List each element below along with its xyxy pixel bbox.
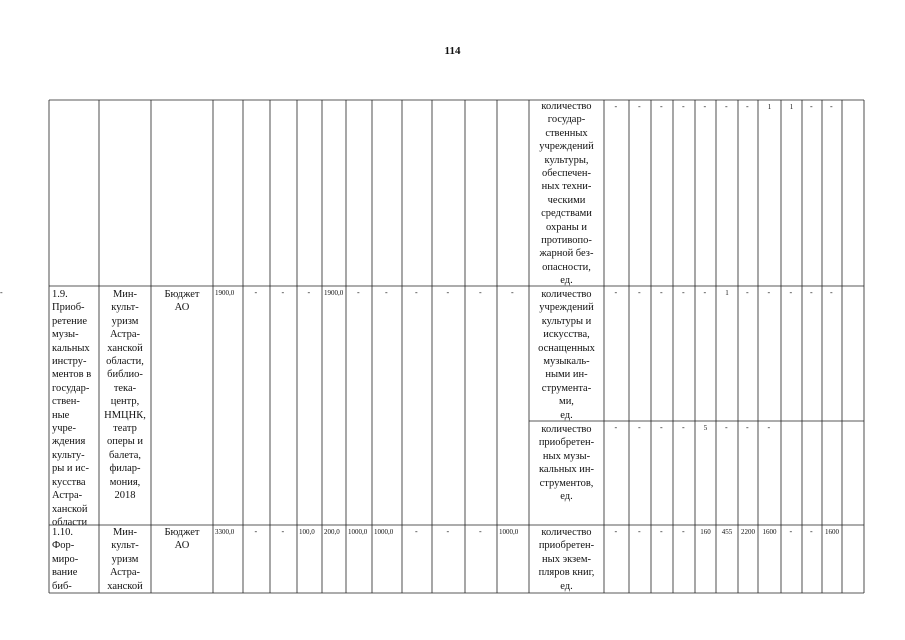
finance-value-cell: 1900,0	[324, 289, 344, 297]
finance-value-cell: -	[415, 527, 418, 536]
indicator-value-cell: -	[810, 527, 813, 536]
finance-value-cell: -	[479, 527, 482, 536]
indicator-value-cell: -	[725, 423, 728, 432]
indicator-value-cell: -	[682, 423, 685, 432]
indicator-value-cell: -	[614, 102, 618, 111]
indicator-value-cell: 1	[767, 103, 772, 111]
indicator-value-cell: -	[638, 288, 641, 297]
indicator-value-cell: -	[830, 288, 833, 297]
indicator-value-cell: -	[682, 102, 685, 111]
finance-value-cell: 1000,0	[374, 528, 394, 536]
finance-value-cell: -	[254, 288, 258, 297]
indicator-text: количество учреждений культуры и искусства, оснащенных музыкаль- ными ин- струмента- ми, ед.	[538, 289, 595, 421]
indicator-value-cell: -	[703, 102, 707, 111]
finance-value-cell: -	[281, 288, 285, 297]
indicator-value-cell: -	[614, 288, 618, 297]
indicator-value-cell: -	[810, 102, 813, 111]
finance-value-cell: 200,0	[324, 528, 340, 536]
indicator-value-cell: -	[725, 102, 728, 111]
indicator-value-cell: -	[703, 288, 707, 297]
indicator-value-cell: -	[638, 102, 641, 111]
indicator-value-cell: 5	[703, 424, 708, 432]
indicator-value-cell: -	[614, 423, 618, 432]
indicator-value-cell: -	[638, 423, 641, 432]
finance-value-cell: -	[307, 288, 311, 297]
indicator-value-cell: 455	[721, 528, 733, 536]
indicator-value-cell: -	[660, 527, 663, 536]
indicator-value-cell: -	[660, 423, 663, 432]
executor: Мин- культ- уризм Астра- ханской области, библио- тека- центр, НМЦНК, театр оперы и балета, филар- мония, 2018	[104, 289, 146, 502]
finance-value-cell: -	[0, 288, 3, 297]
indicator-value-cell: -	[767, 288, 771, 297]
indicator-value-cell: -	[638, 527, 641, 536]
finance-value-cell: 3300,0	[215, 528, 235, 536]
finance-value-cell: 1000,0	[348, 528, 368, 536]
indicator-value-cell: -	[810, 288, 813, 297]
indicator-value-cell: -	[682, 527, 685, 536]
indicator-value-cell: -	[767, 423, 771, 432]
indicator-value-cell: 1	[789, 103, 794, 111]
finance-value-cell: -	[254, 527, 258, 536]
indicator-value-cell: -	[660, 102, 663, 111]
finance-value-cell: 1000,0	[499, 528, 519, 536]
finance-value-cell: -	[479, 288, 482, 297]
executor: Мин- культ- уризм Астра- ханской	[107, 527, 143, 592]
indicator-value-cell: -	[682, 288, 685, 297]
finance-value-cell: -	[446, 288, 450, 297]
indicator-text: количество государ- ственных учреждений культуры, обеспечен- ных техни- ческими средствами охраны и противопо- жарной без- опасности, ед.	[539, 101, 594, 287]
finance-value-cell: -	[357, 288, 360, 297]
finance-value-cell: 100,0	[299, 528, 315, 536]
indicator-value-cell: 1600	[825, 528, 839, 536]
indicator-text: количество приобретен- ных музы- кальных ин- струментов, ед.	[538, 424, 595, 503]
finance-value-cell: -	[446, 527, 450, 536]
indicator-value-cell: -	[746, 288, 749, 297]
indicator-value-cell: -	[746, 102, 749, 111]
finance-value-cell: -	[385, 288, 388, 297]
indicator-value-cell: -	[746, 423, 749, 432]
funding-source: Бюджет АО	[164, 289, 200, 314]
indicator-text: количество приобретен- ных экзем- пляров книг, ед.	[538, 527, 595, 592]
indicator-value-cell: 1	[725, 289, 729, 297]
item-code-name: 1.10. Фор- миро- вание биб-	[52, 527, 79, 592]
indicator-value-cell: 1600	[762, 528, 777, 536]
finance-value-cell: 1900,0	[215, 289, 235, 297]
page-number: 114	[444, 45, 461, 57]
indicator-value-cell: 160	[700, 528, 711, 536]
indicator-value-cell: -	[660, 288, 663, 297]
indicator-value-cell: 2200	[741, 528, 755, 536]
item-code-name: 1.9. Приоб- ретение музы- кальных инстру- ментов в государ- ствен- ные учре- ждения культу- ры и ис- кусства Астра- ханской области	[52, 289, 92, 528]
indicator-value-cell: -	[789, 288, 793, 297]
finance-value-cell: -	[511, 288, 514, 297]
indicator-value-cell: -	[830, 102, 833, 111]
finance-value-cell: -	[281, 527, 285, 536]
finance-value-cell: -	[415, 288, 418, 297]
indicator-value-cell: -	[789, 527, 793, 536]
indicator-value-cell: -	[614, 527, 618, 536]
funding-source: Бюджет АО	[164, 527, 200, 552]
